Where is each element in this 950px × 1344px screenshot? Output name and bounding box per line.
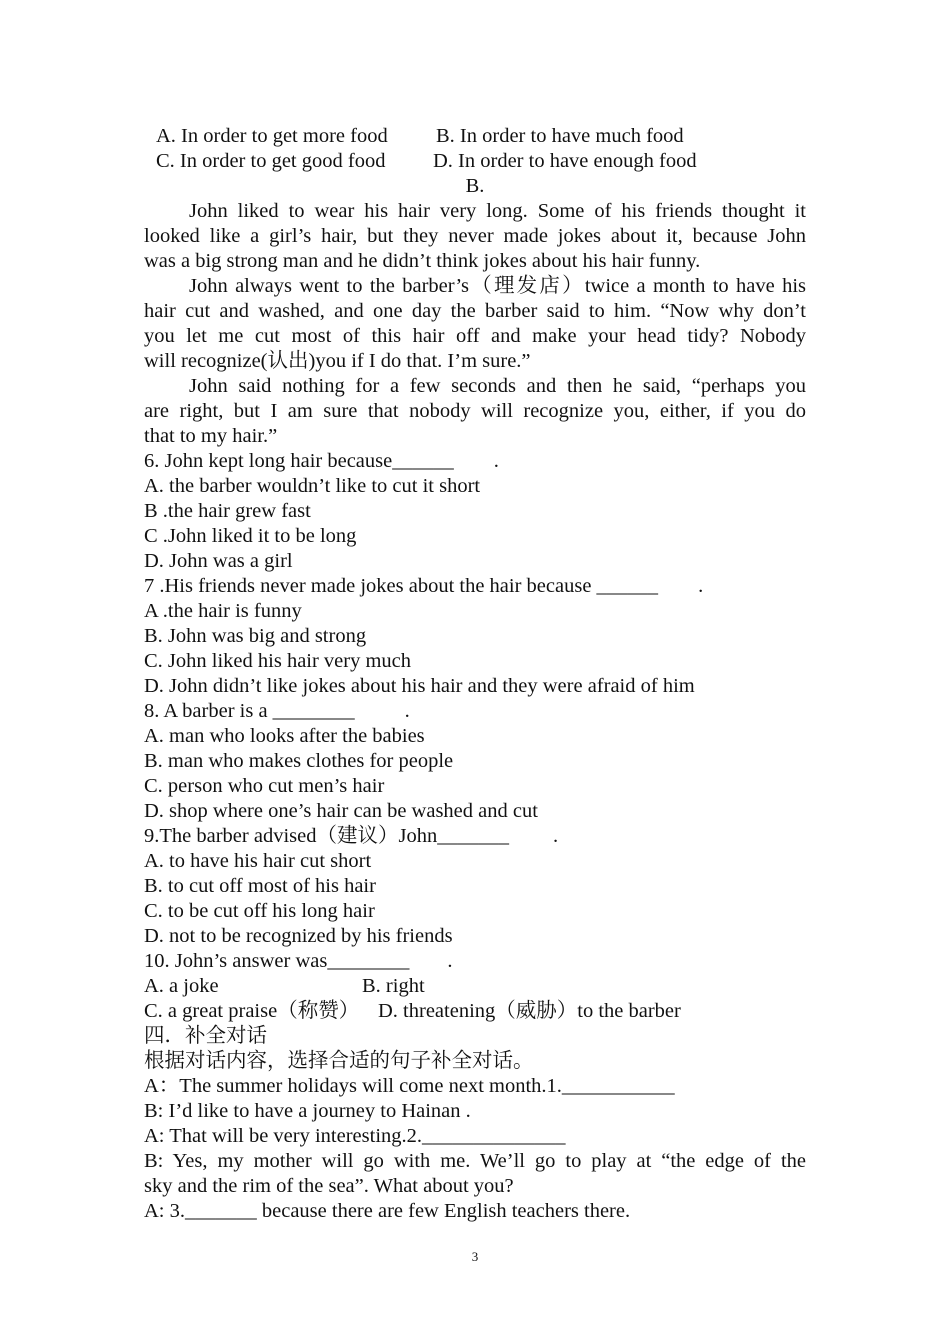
question-9-option-b: B. to cut off most of his hair	[144, 875, 376, 897]
question-7-option-c: C. John liked his hair very much	[144, 650, 412, 672]
question-10-option-c: C. a great praise（称赞）	[144, 1000, 360, 1022]
question-10-text: 10. John’s answer was________	[144, 950, 410, 972]
question-6-option-c: C .John liked it to be long	[144, 525, 357, 547]
passage-p2-line-3: you let me cut most of this hair off and make your head tidy? Nobody	[144, 325, 806, 347]
dialogue-line-6: A: 3._______ because there are few English teachers there.	[144, 1200, 631, 1222]
question-7-option-d: D. John didn’t like jokes about his hair and they were afraid of him	[144, 675, 695, 697]
prev-option-a: A. In order to get more food	[156, 125, 388, 147]
passage-p1-line-3: was a big strong man and he didn’t think jokes about his hair funny.	[144, 250, 701, 272]
question-8-option-a: A. man who looks after the babies	[144, 725, 425, 747]
question-6-stem	[144, 449, 806, 474]
passage-p3-line-1: John said nothing for a few seconds and then he said, “perhaps you	[189, 375, 806, 397]
part4-heading: 四．补全对话	[144, 1025, 267, 1047]
passage-p3-line-2: are right, but I am sure that nobody will recognize you, either, if you do	[144, 400, 806, 422]
section-label: B.	[465, 175, 485, 197]
prev-option-d: D. In order to have enough food	[433, 150, 697, 172]
passage-p1-line-1: John liked to wear his hair very long. Some of his friends thought it	[189, 200, 806, 222]
question-9-stem	[144, 824, 806, 849]
question-8-option-c: C. person who cut men’s hair	[144, 775, 385, 797]
dialogue-line-2: B: I’d like to have a journey to Hainan .	[144, 1100, 471, 1122]
question-9-option-d: D. not to be recognized by his friends	[144, 925, 453, 947]
question-9-option-a: A. to have his hair cut short	[144, 850, 372, 872]
question-7-option-b: B. John was big and strong	[144, 625, 367, 647]
question-7-text: 7 .His friends never made jokes about the hair because ______	[144, 575, 659, 597]
question-6-text: 6. John kept long hair because______	[144, 450, 454, 472]
question-10-period: .	[447, 950, 453, 972]
passage-p2-line-1: John always went to the barber’s（理发店）twice a month to have his	[189, 275, 806, 297]
dialogue-line-5: sky and the rim of the sea”. What about you?	[144, 1175, 514, 1197]
question-7-option-a: A .the hair is funny	[144, 600, 302, 622]
question-9-text: 9.The barber advised（建议）John_______	[144, 825, 509, 847]
question-8-option-d: D. shop where one’s hair can be washed and cut	[144, 800, 538, 822]
passage-p3-line-3: that to my hair.”	[144, 425, 278, 447]
passage-p2-line-2: hair cut and washed, and one day the barber said to him. “Now why don’t	[144, 300, 806, 322]
question-7-stem	[144, 574, 806, 599]
question-7-period: .	[698, 575, 704, 597]
question-10-option-a: A. a joke	[144, 975, 219, 997]
question-6-option-b: B .the hair grew fast	[144, 500, 311, 522]
question-10-stem	[144, 949, 806, 974]
question-10-option-b: B. right	[362, 975, 425, 997]
question-10-option-d: D. threatening（威胁）to the barber	[378, 1000, 681, 1022]
question-9-period: .	[552, 825, 559, 847]
question-8-period: .	[404, 700, 410, 722]
question-6-option-a: A. the barber wouldn’t like to cut it short	[144, 475, 481, 497]
question-6-period: .	[493, 450, 499, 472]
dialogue-line-3: A: That will be very interesting.2.______________	[144, 1125, 566, 1147]
question-9-option-c: C. to be cut off his long hair	[144, 900, 375, 922]
part4-instruction: 根据对话内容，选择合适的句子补全对话。	[144, 1050, 534, 1072]
page-number: 3	[471, 1249, 479, 1264]
passage-p2-line-4: will recognize(认出)you if I do that. I’m sure.”	[144, 350, 531, 372]
passage-p1-line-2: looked like a girl’s hair, but they never made jokes about it, because John	[144, 225, 806, 247]
prev-option-b: B. In order to have much food	[436, 125, 684, 147]
dialogue-line-4: B: Yes, my mother will go with me. We’ll go to play at “the edge of the	[144, 1150, 806, 1172]
prev-option-c: C. In order to get good food	[156, 150, 386, 172]
question-8-stem	[144, 699, 806, 724]
question-8-option-b: B. man who makes clothes for people	[144, 750, 454, 772]
question-6-option-d: D. John was a girl	[144, 550, 293, 572]
dialogue-line-1: A：The summer holidays will come next month.1.___________	[144, 1075, 675, 1097]
question-8-text: 8. A barber is a ________	[144, 700, 355, 722]
